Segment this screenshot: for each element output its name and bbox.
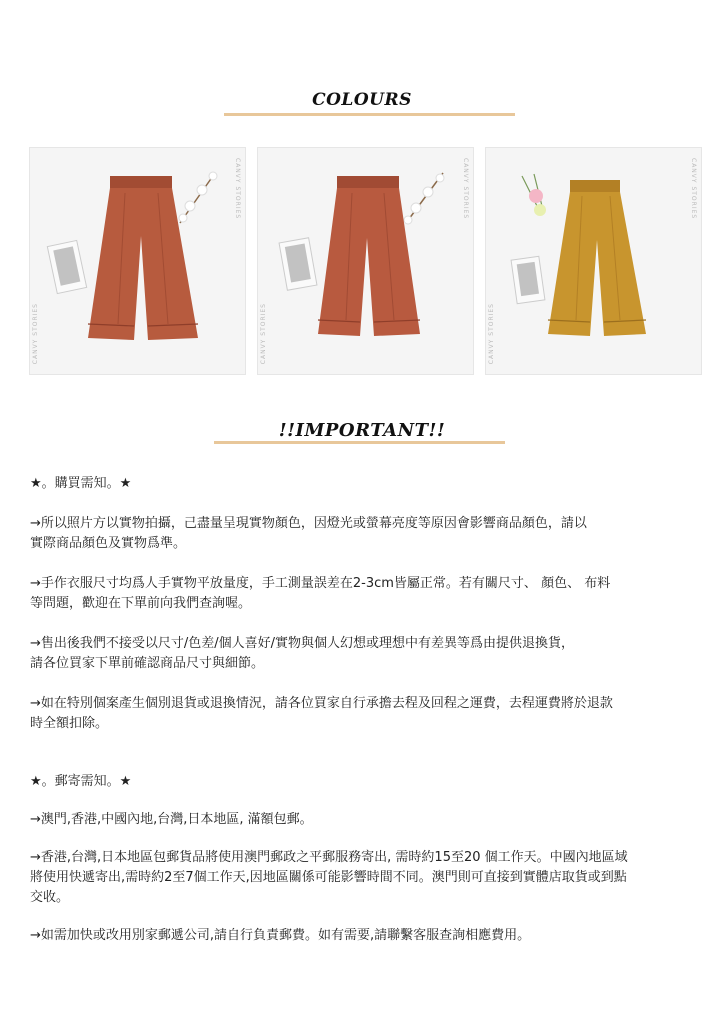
- shipping-title: ★。郵寄需知。★: [30, 774, 132, 789]
- shipping-note-2-line-2: 將使用快遞寄出,需時約2至7個工作天,因地區關係可能影響時間不同。澳門則可直接到實體店取貨或到點: [30, 870, 627, 885]
- shipping-note-2-line-1: →香港,台灣,日本地區包郵貨品將使用澳門郵政之平郵服務寄出, 需時約15至20 個工作天。中國內地區域: [30, 850, 628, 865]
- shipping-note-3: →如需加快或改用別家郵遞公司,請自行負責郵費。如有需要,請聯繫客服查詢相應費用。: [30, 928, 531, 943]
- pants: [548, 180, 646, 336]
- colours-heading: COLOURS: [312, 90, 412, 110]
- pants-illustration-2: [258, 148, 474, 375]
- purchase-note-2-line-2: 等問題，歡迎在下單前向我們查詢喔。: [30, 596, 252, 611]
- colours-divider: [224, 113, 515, 116]
- pants: [88, 176, 198, 340]
- watermark-text: CANVY STORIES: [234, 158, 241, 220]
- purchase-note-1-line-1: →所以照片方以實物拍攝，己盡量呈現實物顏色，因燈光或螢幕亮度等原因會影響商品顏色，請以: [30, 516, 587, 531]
- book-prop: [47, 240, 86, 293]
- purchase-note-4-line-1: →如在特別個案產生個別退貨或退換情況，請各位買家自行承擔去程及回程之運費，去程運費將於退款: [30, 696, 613, 711]
- watermark-text: CANVY STORIES: [32, 302, 39, 364]
- watermark-text: CANVY STORIES: [260, 302, 267, 364]
- book-prop: [511, 256, 545, 303]
- important-divider: [214, 441, 505, 444]
- purchase-note-1-line-2: 實際商品顏色及實物爲準。: [30, 536, 187, 551]
- purchase-title: ★。購買需知。★: [30, 476, 132, 491]
- flower-prop: [522, 174, 546, 216]
- book-prop: [279, 238, 317, 290]
- pants: [318, 176, 420, 336]
- important-heading: !!IMPORTANT!!: [278, 420, 446, 441]
- pants-illustration-3: [486, 148, 702, 375]
- purchase-note-2-line-1: →手作衣服尺寸均爲人手實物平放量度，手工測量誤差在2-3cm皆屬正常。若有關尺寸、 顏色、 布料: [30, 576, 611, 591]
- purchase-notes: [30, 474, 670, 734]
- purchase-note-3-line-2: 請各位買家下單前確認商品尺寸與細節。: [30, 656, 265, 671]
- product-photo-1[interactable]: [29, 147, 246, 375]
- purchase-note-3-line-1: →售出後我們不接受以尺寸/色差/個人喜好/實物與個人幻想或理想中有差異等爲由提供退換貨，: [30, 636, 575, 651]
- watermark-text: CANVY STORIES: [690, 158, 697, 220]
- watermark-text: CANVY STORIES: [488, 302, 495, 364]
- shipping-notes: [30, 772, 670, 946]
- cotton-flower-prop: [179, 172, 217, 223]
- purchase-note-4-line-2: 時全額扣除。: [30, 716, 109, 731]
- watermark-text: CANVY STORIES: [462, 158, 469, 220]
- pants-illustration-1: [30, 148, 246, 375]
- product-photo-3[interactable]: [485, 147, 702, 375]
- shipping-note-2-line-3: 交收。: [30, 890, 70, 905]
- product-photo-2[interactable]: [257, 147, 474, 375]
- cotton-flower-prop: [404, 173, 444, 224]
- shipping-note-1: →澳門,香港,中國內地,台灣,日本地區, 滿額包郵。: [30, 812, 313, 827]
